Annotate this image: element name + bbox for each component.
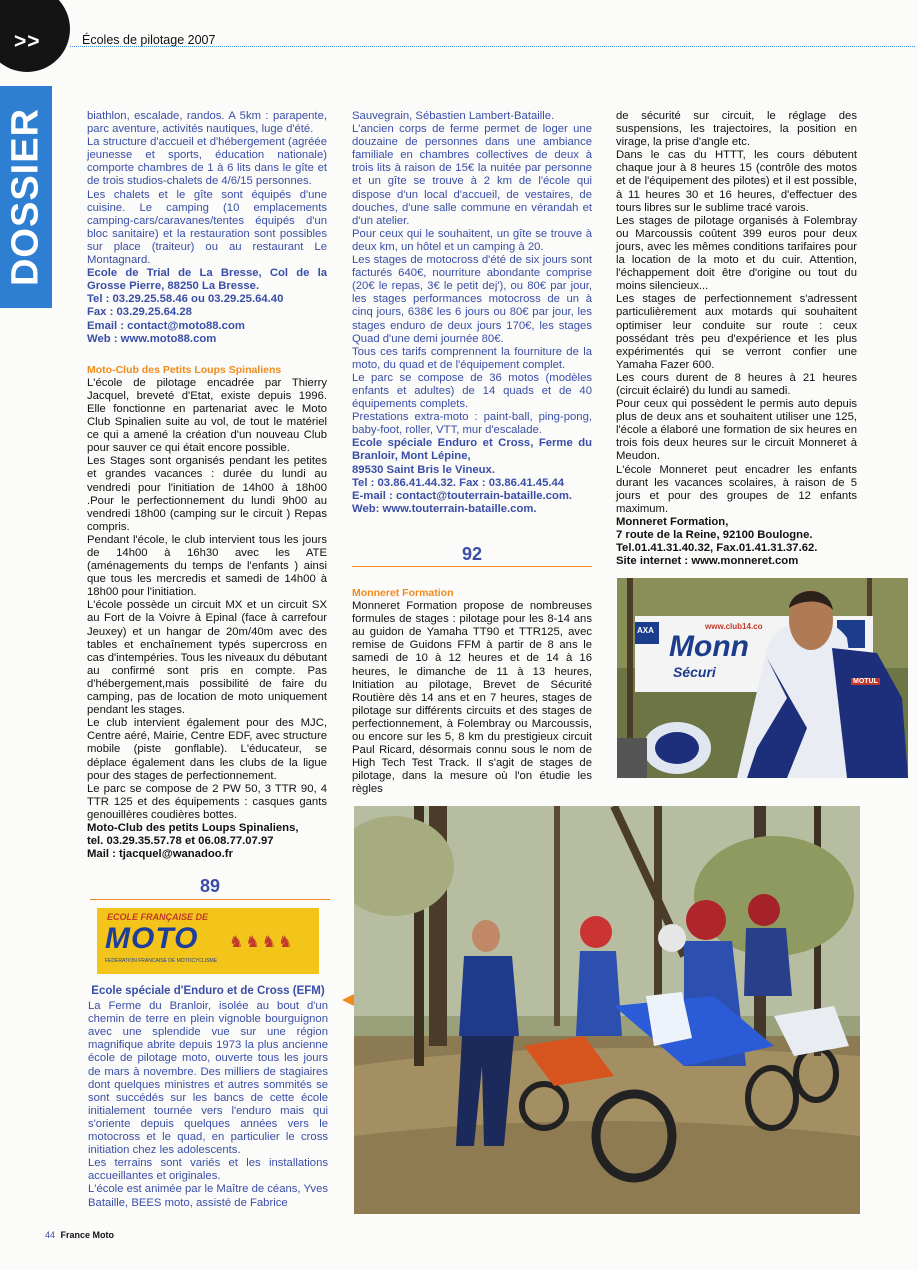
logo-bottom-text: FEDERATION FRANCAISE DE MOTOCYCLISME [105, 958, 218, 964]
column-3 [616, 110, 857, 568]
paragraph: Les stages de motocross d'été de six jours sont facturés 640€, nourriture abondante comprise (20€ le repas, 3€ le petit dej'), ou 80€ par jour, les stages performances motocross de un à cinq jours, 638€ les 6 jours ou 80€ par jour, les stages enduro de deux jours 170€, les stages Quad d'une demi journée 80€. [352, 254, 592, 345]
paragraph: Les stages de pilotage organisés à Folembray ou Marcoussis coûtent 399 euros pour deux jours, avec les mêmes conditions tarifaires pour la location de la moto et du cuir. Attention, l'échappement doit être d'origine ou tout du moins silencieux... [616, 214, 857, 293]
paragraph: Dans le cas du HTTT, les cours débutent chaque jour à 8 heures 15 (contrôle des motos et de l'équipement des pilotes) et il est possible, à 11 heures 30 et 16 heures, d'effectuer des tours libres sur le sublime tracé varois. [616, 149, 857, 214]
paragraph: Les Stages sont organisés pendant les petites et grandes vacances : durée du lundi au vendredi pour l'initiation de 14h00 à 18h00 .Pour le perfectionnement du lundi 9h00 au vendredi 18h00 (camping sur le circuit ) Repas compris. [87, 455, 327, 533]
photo-enduro-riders [354, 806, 860, 1214]
intro-block [87, 110, 327, 267]
section-rule-89 [90, 899, 330, 900]
efm-continued [352, 110, 592, 437]
paragraph: Les cours durent de 8 heures à 21 heures (circuit éclairé) du lundi au samedi. [616, 371, 857, 397]
contact-petits-loups [87, 822, 327, 861]
paragraph: L'école est animée par le Maître de céans, Yves Bataille, BEES moto, assisté de Fabrice [88, 1183, 328, 1209]
paragraph: La structure d'accueil et d'hébergement (agréée jeunesse et sports, éducation nationale) comporte chambres de 1 à 6 lits dans le gîte et de trois studios-chalets de 4/6/15 personnes. [87, 136, 327, 188]
contact-line: Email : contact@moto88.com [87, 319, 245, 332]
contact-line: Ecole spéciale Enduro et Cross, Ferme du Branloir, Mont Lépine, [352, 437, 592, 463]
contact-line: Fax : 03.29.25.64.28 [87, 306, 192, 319]
paragraph: L'ancien corps de ferme permet de loger une douzaine de personnes dans une ambiance familiale en chambres collectives de deux à trois lits à raison de 15€ la nuitée par personne et un gîte se trouve à 2 km de l'école qui dispose d'un local d'accueil, de vestaires, de douches, d'une salle commune en vérandah et d'un atelier. [352, 123, 592, 227]
dossier-tab [0, 86, 52, 308]
paragraph: Tous ces tarifs comprennent la fourniture de la moto, du quad et de l'équipement complet. [352, 345, 592, 371]
dossier-label: DOSSIER [4, 107, 47, 287]
banner-word: Monn [669, 630, 749, 663]
banner-url: www.club14.co [705, 622, 763, 631]
contact-line: Web: www.touterrain-bataille.com. [352, 502, 537, 515]
section-title-monneret: Monneret Formation [352, 587, 454, 599]
petits-loups-body [87, 377, 327, 822]
paragraph: Pendant l'école, le club intervient tous les jours de 14h00 à 16h30 avec les ATE (aménagements du temps de l'enfants ) ainsi que tous les mercredis et samedi de 14h00 à 18h00 pour l'initiation. [87, 533, 327, 599]
contact-line: Mail : tjacquel@wanadoo.fr [87, 848, 233, 861]
contact-line: Moto-Club des petits Loups Spinaliens, [87, 821, 299, 834]
paragraph: Le parc se compose de 2 PW 50, 3 TTR 90, 4 TTR 125 et des équipements : casques gants genouillères coudières bottes. [87, 782, 327, 821]
paragraph: Pour ceux qui le souhaitent, un gîte se trouve à deux km, un hôtel et un camping à 20. [352, 227, 592, 253]
contact-bresse [87, 267, 327, 346]
logo-riders-icon: ♞♞♞♞ [229, 934, 295, 951]
header-chevron: >> [14, 30, 41, 53]
paragraph: Les stages de perfectionnement s'adressent particulièrement aux motards qui souhaitent optimiser leur conduite sur route : ceux possédant très peu d'expérience et les plus expérimentés qui se verront confier une Yamaha Fazer 600. [616, 293, 857, 371]
header-chevron-circle [0, 0, 70, 72]
efm-title: Ecole spéciale d'Enduro et de Cross (EFM) [91, 985, 325, 997]
paragraph: de sécurité sur circuit, le réglage des suspensions, les trajectoires, la position en virage, la prise d'angle etc. [616, 110, 857, 149]
logo-main-text: MOTO [105, 922, 199, 955]
contact-line: Site internet : www.monneret.com [616, 555, 799, 568]
contact-efm [352, 437, 592, 516]
header-title: Écoles de pilotage 2007 [82, 33, 216, 47]
header-rule [70, 46, 915, 47]
paragraph: Sauvegrain, Sébastien Lambert-Bataille. [352, 110, 555, 122]
axa-logo: AXA [637, 626, 654, 635]
efm-logo [97, 908, 319, 974]
paragraph: Monneret Formation propose de nombreuses formules de stages : pilotage pour les 8-14 ans au guidon de Yamaha TT90 et TTR125, avec remise de Guidons FFM à partir de 8 ans le samedi de 10 à 12 heures et de 14 à 16 heures, le dimanche de 11 à 13 heures, Initiation au pilotage, Brevet de Sécurité Routière dès 14 ans et en 7 heures, stages de pilotage sur différents circuits et des stages de perfectionnement, à Folembray ou Marcoussis, ou encore sur les 5, 8 km du prestigieux circuit Paul Ricard, désormais connu sous le nom de High Tech Test Track. Il s'agit de stages de pilotage, dans la mesure où l'on étudie les règles [352, 600, 592, 796]
contact-line: Tel.01.41.31.40.32, Fax.01.41.31.37.62. [616, 542, 818, 555]
logo-top-text: ECOLE FRANÇAISE DE [107, 912, 209, 922]
contact-line: Ecole de Trial de La Bresse, Col de la Grosse Pierre, 88250 La Bresse. [87, 267, 327, 293]
contact-line: Web : www.moto88.com [87, 332, 217, 345]
column-2 [352, 110, 592, 516]
section-title-petits-loups: Moto-Club des Petits Loups Spinaliens [87, 363, 282, 376]
banner-sub: Sécuri [673, 664, 716, 680]
section-rule-92 [352, 566, 592, 567]
paragraph: Prestations extra-moto : paint-ball, ping-pong, baby-foot, roller, VTT, mur d'escalade. [352, 411, 592, 437]
efm-body [88, 1000, 328, 1210]
magazine-brand: France Moto [60, 1230, 115, 1240]
contact-line: E-mail : contact@touterrain-bataille.com. [352, 489, 573, 502]
column-efm [88, 985, 328, 1210]
paragraph: biathlon, escalade, randos. A 5km : parapente, parc aventure, activités nautiques, luge d'été. [87, 110, 327, 136]
jacket-brand: MOTUL [853, 678, 878, 685]
contact-line: Tel : 03.29.25.58.46 ou 03.29.25.64.40 [87, 293, 284, 306]
paragraph: Le club intervient également pour des MJC, Centre aéré, Mairie, Centre EDF, avec structure mobile (piste gonflable). L'éducateur, se déplace également dans les clubs de la ligue pour des stages de perfectionnement. [87, 717, 327, 782]
page-number: 44 [45, 1230, 56, 1240]
photo-monneret [617, 578, 908, 778]
paragraph: L'école de pilotage encadrée par Thierry Jacquel, breveté d'Etat, existe depuis 1996. Elle fonctionne en partenariat avec le Moto Club Spinalien suite au vol, de tout le matériel ce qui a amené la création d'un nouveau Club pour sauver ce qui était encore possible. [87, 376, 327, 455]
contact-line: 7 route de la Reine, 92100 Boulogne. [616, 529, 813, 541]
paragraph: Les chalets et le gîte sont équipés d'une cuisine. Le camping (10 emplacements camping-cars/caravanes/tentes équipés d'un bloc sanitaire) et la restauration sont possibles sur place (traiteur) ou au restaurant Le Montagnard. [87, 188, 327, 267]
paragraph: L'école Monneret peut encadrer les enfants durant les vacances scolaires, à raison de 5 jours et pour des groupes de 12 enfants maximum. [616, 463, 857, 515]
paragraph: Les terrains sont variés et les installations accueillantes et originales. [88, 1157, 328, 1183]
paragraph: La Ferme du Branloir, isolée au bout d'un chemin de terre en plein vignoble bourguignon avec une splendide vue sur une région magnifique abrite depuis 1973 la plus ancienne école de pilotage moto, ouverte tous les jours de mars à novembre. Des milliers de stagiaires dont quelques ministres et autres sommités se sont succédés sur les bancs de cette école initialement tournée vers l'enduro mais qui s'oriente depuis quelques années vers le motocross et le quad, en particulier le cross initiation chez les adolescents. [88, 1000, 328, 1157]
paragraph: L'école possède un circuit MX et un circuit SX au Fort de la Voivre à Epinal (face à carrefour Jeuxey) et un hangar de 20m/40m avec des tables et enchaînement typés supercross en cas d'intempéries. Tous les niveaux du débutant au confirmé sont pris en compte. Pas d'hébergement,mais possibilité de faire du camping, pas de location de moto uniquement pendant les stages. [87, 599, 327, 717]
section-number-89: 89 [199, 876, 221, 896]
photo-enduro-scene [354, 806, 860, 1214]
contact-line: tel. 03.29.35.57.78 et 06.08.77.07.97 [87, 835, 274, 848]
contact-line: 89530 Saint Bris le Vineux. [352, 463, 495, 476]
column-2-monneret [352, 587, 592, 797]
contact-line: Monneret Formation, [616, 515, 729, 528]
paragraph: Le parc se compose de 36 motos (modèles enfants et adultes) de 14 quads et de 40 équipements complets. [352, 371, 592, 411]
section-number-92: 92 [461, 544, 483, 564]
contact-monneret [616, 516, 857, 568]
paragraph: Pour ceux qui possèdent le permis auto depuis plus de deux ans et souhaitent utiliser une 125, l'école a élaboré une formation de six heures en trois fois deux heures sur le circuit Monneret à Meudon. [616, 398, 857, 463]
footer [45, 1230, 114, 1240]
column-1 [87, 110, 327, 861]
contact-line: Tel : 03.86.41.44.32. Fax : 03.86.41.45.44 [352, 476, 565, 489]
